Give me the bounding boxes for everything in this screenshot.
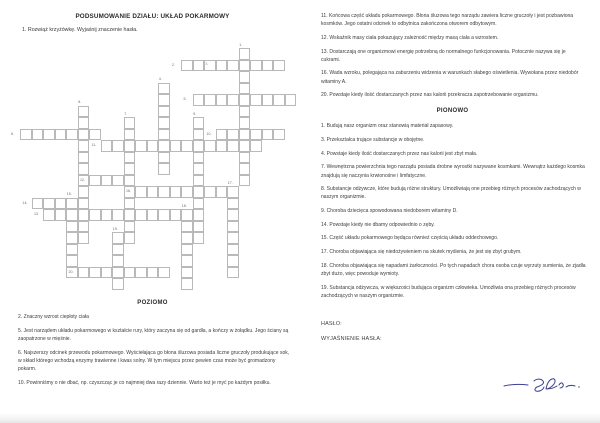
down-clue-list: [313, 122, 592, 300]
page-title: PODSUMOWANIE DZIAŁU: UKŁAD POKARMOWY: [75, 13, 230, 20]
crossword-cell[interactable]: [43, 209, 55, 221]
crossword-clue-number: 5.: [183, 97, 187, 101]
across-clue-list: [0, 313, 305, 392]
crossword-cell[interactable]: [55, 129, 67, 141]
down-clue: 4. Powstaje kiedy ilość dostarczanych przez nas kalorii jest zbyt mała.: [321, 150, 478, 157]
crossword-cell[interactable]: [78, 267, 90, 279]
crossword-clue-number: 9.: [193, 111, 197, 116]
crossword-clue-number: 10.: [206, 131, 212, 136]
crossword-clue-number: 2.: [172, 62, 175, 67]
crossword-cell[interactable]: [193, 129, 205, 141]
crossword-clue-number: 8.: [78, 100, 82, 104]
crossword-cell[interactable]: [158, 140, 170, 152]
crossword-cell[interactable]: [181, 267, 193, 279]
crossword-cell[interactable]: [78, 129, 90, 141]
crossword-cell[interactable]: [78, 152, 90, 164]
crossword-cell[interactable]: [135, 267, 147, 279]
crossword-cell[interactable]: [273, 94, 285, 106]
crossword-clue-number: 4.: [158, 77, 162, 81]
crossword-cell[interactable]: [89, 209, 101, 221]
crossword-cell[interactable]: [193, 232, 205, 244]
crossword-cell[interactable]: [193, 209, 205, 221]
crossword-cell[interactable]: [262, 60, 274, 72]
crossword-clue-number: 20.: [68, 269, 74, 274]
crossword-cell[interactable]: [147, 140, 159, 152]
crossword-cell[interactable]: [112, 175, 124, 187]
crossword-cell[interactable]: [55, 198, 67, 210]
crossword-cell[interactable]: [124, 267, 136, 279]
down-clue: 7. Wewnętrzna powierzchnia tego narządu posiada drobne wyrostki nazywane kosmkami. Wewnątrz każdego kosmka znajdują się naczynia krwionośne i limfatyczne.: [321, 164, 585, 179]
across-clue: 5. Jest narządem układu pokarmowego w kształcie rury, który zaczyna się od gardła, a kończy w żołądku. Jego ściany są zaopatrzone w mięśnie.: [18, 327, 289, 342]
crossword-cell[interactable]: [216, 140, 228, 152]
crossword-cell[interactable]: [124, 152, 136, 164]
across-heading: POZIOMO: [137, 300, 168, 306]
crossword-grid[interactable]: [0, 44, 305, 284]
crossword-cell[interactable]: [239, 94, 251, 106]
crossword-cell[interactable]: [124, 140, 136, 152]
crossword-cell[interactable]: [250, 60, 262, 72]
crossword-cell[interactable]: [124, 163, 136, 175]
crossword-cell[interactable]: [78, 140, 90, 152]
crossword-cell[interactable]: [181, 140, 193, 152]
crossword-cell[interactable]: [158, 129, 170, 141]
across-clue: 2. Znaczny wzrost ciepłoty ciała: [18, 314, 89, 320]
crossword-cell[interactable]: [239, 106, 251, 118]
crossword-cell[interactable]: [181, 209, 193, 221]
crossword-cell[interactable]: [66, 232, 78, 244]
crossword-cell[interactable]: [147, 267, 159, 279]
crossword-cell[interactable]: [78, 209, 90, 221]
crossword-cell[interactable]: [112, 140, 124, 152]
crossword-clue-number: 14.: [22, 200, 28, 205]
crossword-cell[interactable]: [193, 117, 205, 129]
task-instruction: 1. Rozwiąż krzyżówkę. Wyjaśnij znaczenie hasła.: [22, 27, 138, 34]
crossword-cell[interactable]: [78, 221, 90, 233]
crossword-cell[interactable]: [227, 244, 239, 256]
crossword-cell[interactable]: [227, 209, 239, 221]
crossword-cell[interactable]: [216, 186, 228, 198]
down-clue: 18. Choroba objawiająca się napadami żarłoczności. Po tych napadach chora osoba czuje wyrzuty sumienia, że zjadła zbyt dużo, więc powoduje wymioty.: [321, 262, 586, 277]
crossword-cell[interactable]: [32, 198, 44, 210]
crossword-cell[interactable]: [101, 175, 113, 187]
crossword-cell[interactable]: [112, 278, 124, 290]
across-clue: 20. Powstaje kiedy ilość dostarczanych przez nas kalorii przekracza zapotrzebowanie organizmu.: [321, 92, 539, 99]
crossword-cell[interactable]: [43, 198, 55, 210]
crossword-cell[interactable]: [193, 94, 205, 106]
crossword-cell[interactable]: [227, 198, 239, 210]
across-clue: 12. Wskaźnik masy ciała pokazujący zależność między masą ciała a wzrostem.: [321, 34, 499, 41]
crossword-cell[interactable]: [158, 152, 170, 164]
crossword-cell[interactable]: [147, 209, 159, 221]
crossword-cell[interactable]: [66, 221, 78, 233]
crossword-cell[interactable]: [227, 60, 239, 72]
crossword-cell[interactable]: [112, 209, 124, 221]
crossword-cell[interactable]: [158, 94, 170, 106]
crossword-cell[interactable]: [193, 163, 205, 175]
crossword-cell[interactable]: [66, 129, 78, 141]
down-clue: 15. Część układu pokarmowego będąca również częścią układu oddechowego.: [321, 235, 499, 242]
across-clue: 11. Końcowa część układu pokarmowego. Błona śluzowa tego narządu zawiera liczne gruczoły i jest pozbawiona kosmków. Jego ostatni odcinek to odbytnica zakończona otworem odbytowym.: [321, 13, 574, 28]
crossword-cell[interactable]: [78, 232, 90, 244]
explanation-field-label: WYJAŚNIENIE HASŁA:: [321, 336, 382, 343]
down-clue: 9. Choroba dziecięca spowodowana niedoborem witaminy D.: [321, 208, 458, 215]
across-clue: 16. Wada wzroku, polegająca na zaburzeniu widzenia w warunkach słabego oświetlenia. Wywołana przez niedobór witaminy A.: [321, 70, 579, 85]
crossword-cell[interactable]: [227, 221, 239, 233]
crossword-cell[interactable]: [124, 232, 136, 244]
crossword-cell[interactable]: [135, 140, 147, 152]
crossword-cell[interactable]: [239, 152, 251, 164]
crossword-cell[interactable]: [124, 129, 136, 141]
crossword-cell[interactable]: [216, 60, 228, 72]
crossword-cell[interactable]: [181, 244, 193, 256]
crossword-cell[interactable]: [170, 140, 182, 152]
crossword-cell[interactable]: [204, 186, 216, 198]
crossword-cell[interactable]: [250, 129, 262, 141]
crossword-cell[interactable]: [227, 186, 239, 198]
crossword-cell[interactable]: [101, 267, 113, 279]
crossword-cell[interactable]: [124, 198, 136, 210]
crossword-cell[interactable]: [124, 221, 136, 233]
crossword-clue-number: 15.: [66, 192, 72, 196]
crossword-cell[interactable]: [239, 71, 251, 83]
crossword-clue-number: 18.: [181, 203, 187, 208]
crossword-clue-number: 11.: [91, 143, 97, 147]
crossword-clue-number: 17.: [227, 180, 233, 185]
crossword-clue-number: 16.: [126, 189, 131, 193]
down-clue: 3. Przekształca trujące substancje w obojętne.: [321, 137, 425, 144]
down-clue: 17. Choroba objawiająca się niedożywieniem na skutek myślenia, że jest się zbyt grubym.: [321, 249, 522, 256]
crossword-cell[interactable]: [193, 186, 205, 198]
crossword-cell[interactable]: [193, 140, 205, 152]
crossword-cell[interactable]: [89, 175, 101, 187]
crossword-cell[interactable]: [227, 129, 239, 141]
crossword-cell[interactable]: [250, 94, 262, 106]
crossword-cell[interactable]: [78, 117, 90, 129]
crossword-cell[interactable]: [147, 186, 159, 198]
down-heading: PIONOWO: [436, 108, 469, 115]
crossword-cell[interactable]: [273, 129, 285, 141]
crossword-cell[interactable]: [216, 94, 228, 106]
crossword-cell[interactable]: [66, 209, 78, 221]
crossword-cell[interactable]: [181, 278, 193, 290]
crossword-cell[interactable]: [78, 106, 90, 118]
across-clue: 6. Najszerszy odcinek przewodu pokarmowego. Wyściełająca go błona śluzowa posiada liczne gruczoły produkujące sok, w skład którego wchodzą enzymy trawienne i kwas solny. W tym miejscu przez pewien czas może być gromadzony pokarm.: [18, 349, 290, 372]
crossword-cell[interactable]: [135, 186, 147, 198]
crossword-cell[interactable]: [239, 129, 251, 141]
crossword-cell[interactable]: [124, 117, 136, 129]
crossword-cell[interactable]: [204, 94, 216, 106]
down-clue: 8. Substancje odżywcze, które budują różne struktury. Umożliwiają one przebieg różnych procesów zachodzących w naszym organizmie.: [321, 186, 581, 201]
crossword-cell[interactable]: [193, 60, 205, 72]
crossword-cell[interactable]: [112, 244, 124, 256]
crossword-cell[interactable]: [78, 198, 90, 210]
crossword-cell[interactable]: [204, 140, 216, 152]
crossword-cell[interactable]: [193, 152, 205, 164]
crossword-cell[interactable]: [239, 163, 251, 175]
crossword-cell[interactable]: [112, 255, 124, 267]
crossword-cell[interactable]: [158, 163, 170, 175]
across-clue-list-continued: [313, 12, 592, 99]
down-clue: 1. Budują nasz organizm oraz stanowią materiał zapasowy.: [321, 123, 454, 130]
crossword-cell[interactable]: [181, 255, 193, 267]
crossword-cell[interactable]: [193, 198, 205, 210]
across-clue: 10. Powinniśmy o nie dbać, np. czyszcząc je co najmniej dwa razy dziennie. Warto też je myć po każdym posiłku.: [18, 379, 271, 386]
crossword-clue-number: 1.: [239, 42, 243, 47]
crossword-cell[interactable]: [227, 232, 239, 244]
crossword-clue-number: 19.: [112, 226, 118, 231]
crossword-cell[interactable]: [112, 232, 124, 244]
crossword-cell[interactable]: [181, 221, 193, 233]
crossword-cell[interactable]: [124, 209, 136, 221]
crossword-cell[interactable]: [55, 209, 67, 221]
crossword-cell[interactable]: [285, 94, 297, 106]
crossword-cell[interactable]: [227, 94, 239, 106]
crossword-cell[interactable]: [66, 255, 78, 267]
crossword-cell[interactable]: [262, 94, 274, 106]
crossword-cell[interactable]: [66, 244, 78, 256]
crossword-clue-number: 7.: [124, 111, 128, 116]
crossword-cell[interactable]: [170, 209, 182, 221]
crossword-cell[interactable]: [262, 129, 274, 141]
crossword-cell[interactable]: [32, 129, 44, 141]
crossword-cell[interactable]: [227, 267, 239, 279]
handwritten-signature: [502, 373, 586, 399]
across-clue: 13. Dostarczają one organizmowi energię potrzebną do normalnego funkcjonowania. Potocznie nazywa się je cukrami.: [321, 48, 566, 63]
password-field-label: HASŁO:: [321, 321, 342, 328]
crossword-cell[interactable]: [273, 60, 285, 72]
crossword-cell[interactable]: [239, 83, 251, 95]
crossword-cell[interactable]: [20, 129, 32, 141]
crossword-cell[interactable]: [216, 129, 228, 141]
crossword-cell[interactable]: [158, 267, 170, 279]
crossword-cell[interactable]: [193, 175, 205, 187]
down-clue: 19. Substancja odżywcza, w większości budująca organizm człowieka. Umożliwia ona przebieg różnych procesów zachodzących w naszym organizmie.: [321, 284, 576, 299]
crossword-cell[interactable]: [239, 140, 251, 152]
crossword-cell[interactable]: [170, 186, 182, 198]
crossword-clue-number: 3.: [205, 62, 209, 66]
crossword-cell[interactable]: [250, 140, 262, 152]
crossword-cell[interactable]: [124, 175, 136, 187]
crossword-cell[interactable]: [158, 117, 170, 129]
crossword-cell[interactable]: [239, 117, 251, 129]
right-column: [305, 0, 600, 423]
crossword-clue-number: 13.: [34, 212, 39, 216]
crossword-cell[interactable]: [158, 106, 170, 118]
crossword-cell[interactable]: [227, 255, 239, 267]
crossword-cell[interactable]: [101, 140, 113, 152]
crossword-cell[interactable]: [89, 267, 101, 279]
crossword-cell[interactable]: [78, 186, 90, 198]
crossword-cell[interactable]: [239, 48, 251, 60]
crossword-cell[interactable]: [193, 221, 205, 233]
crossword-cell[interactable]: [227, 140, 239, 152]
crossword-cell[interactable]: [89, 129, 101, 141]
crossword-cell[interactable]: [239, 60, 251, 72]
crossword-cell[interactable]: [78, 163, 90, 175]
crossword-cell[interactable]: [158, 186, 170, 198]
crossword-cell[interactable]: [181, 232, 193, 244]
crossword-cell[interactable]: [101, 209, 113, 221]
crossword-cell[interactable]: [66, 198, 78, 210]
crossword-cell[interactable]: [181, 186, 193, 198]
down-clue: 14. Powstaje kiedy nie dbamy odpowiednio o zęby.: [321, 221, 435, 228]
crossword-cell[interactable]: [135, 209, 147, 221]
crossword-cell[interactable]: [239, 175, 251, 187]
crossword-cell[interactable]: [181, 60, 193, 72]
crossword-cell[interactable]: [112, 267, 124, 279]
crossword-clue-number: 6.: [11, 131, 14, 136]
crossword-cell[interactable]: [158, 209, 170, 221]
crossword-cell[interactable]: [43, 129, 55, 141]
crossword-clue-number: 12.: [80, 177, 85, 182]
crossword-cell[interactable]: [158, 83, 170, 95]
